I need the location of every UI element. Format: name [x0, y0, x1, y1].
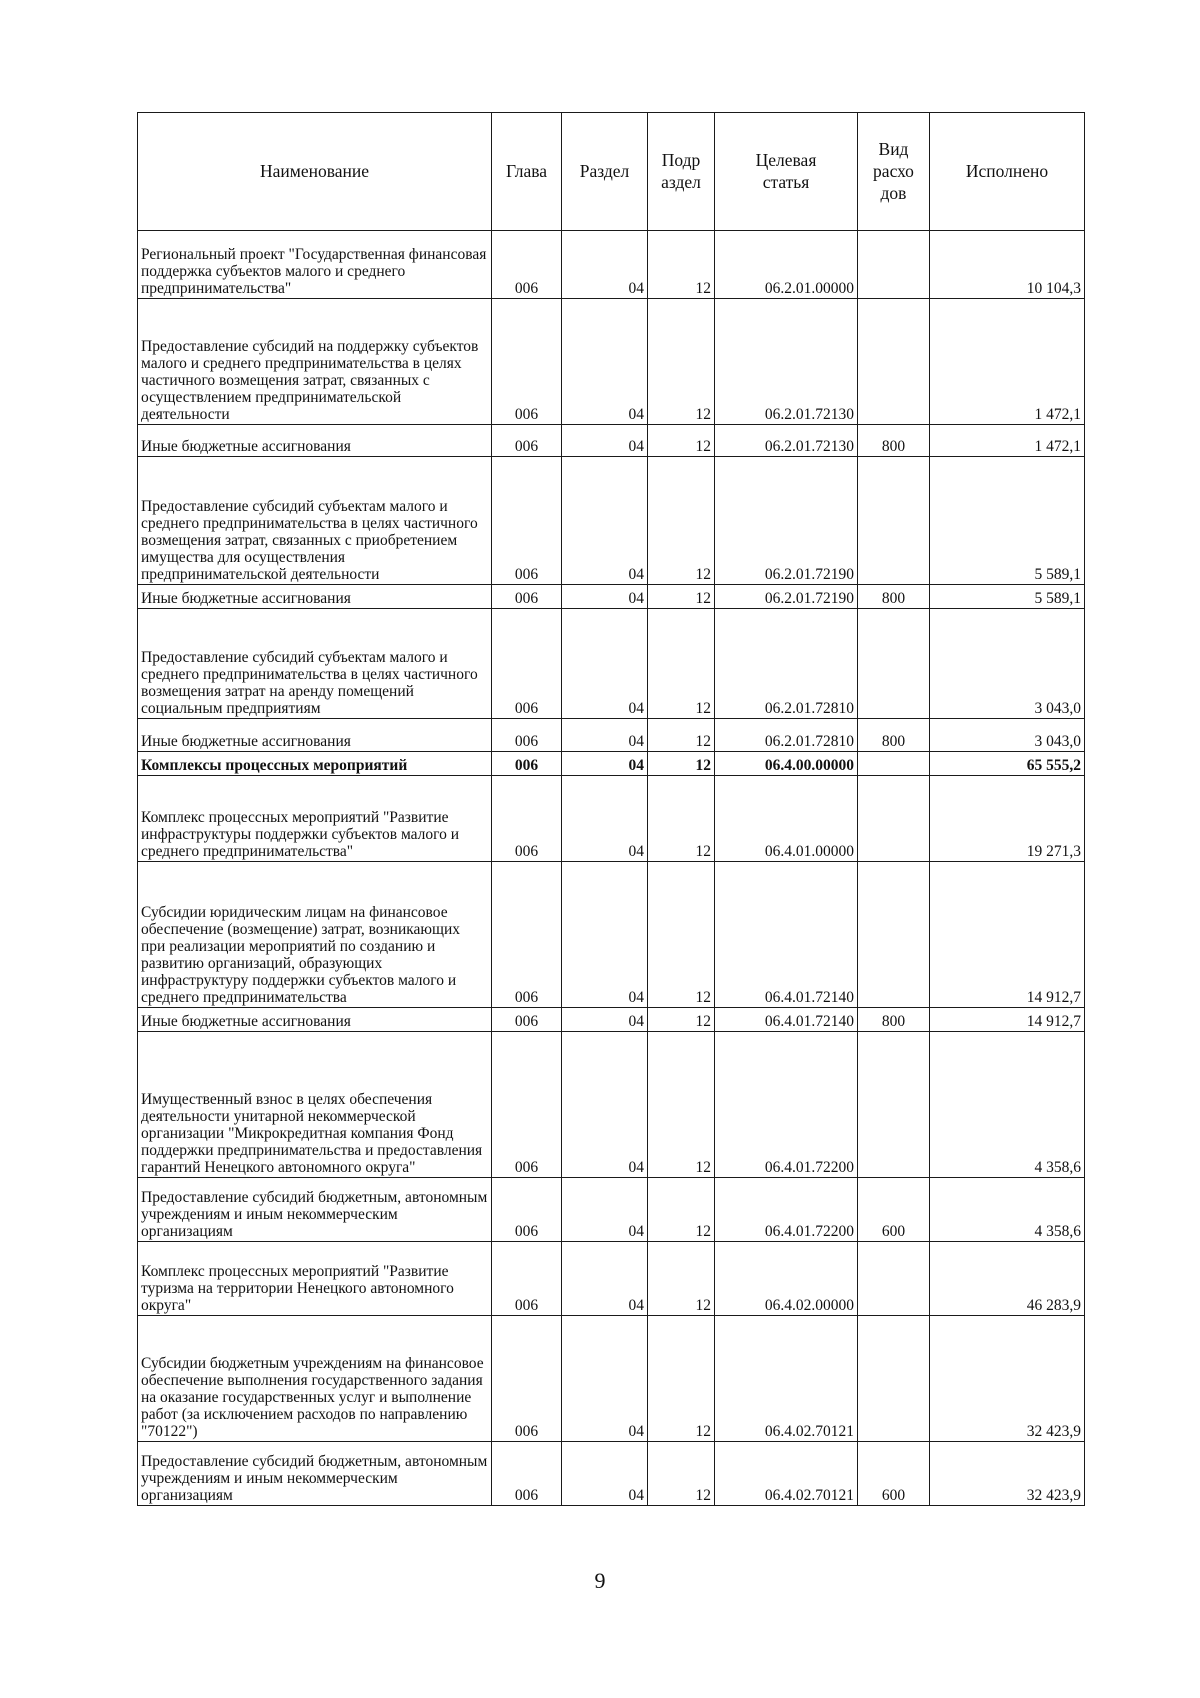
table-row — [138, 1178, 1085, 1242]
row-chapter: 006 — [492, 1242, 562, 1316]
row-subsection: 12 — [648, 1178, 715, 1242]
row-chapter: 006 — [492, 1032, 562, 1178]
row-section: 04 — [562, 609, 648, 719]
row-section: 04 — [562, 1316, 648, 1442]
row-target: 06.4.01.00000 — [715, 776, 858, 862]
row-subsection: 12 — [648, 776, 715, 862]
row-section: 04 — [562, 1242, 648, 1316]
row-name: Иные бюджетные ассигнования — [138, 719, 492, 752]
row-target: 06.2.01.72810 — [715, 719, 858, 752]
row-amount: 4 358,6 — [930, 1032, 1085, 1178]
row-chapter: 006 — [492, 1008, 562, 1032]
row-name: Иные бюджетные ассигнования — [138, 585, 492, 609]
row-target: 06.2.01.72810 — [715, 609, 858, 719]
row-chapter: 006 — [492, 752, 562, 776]
row-name: Предоставление субсидий на поддержку субъектов малого и среднего предпринимательства в целях частичного возмещения затрат, связанных с осуществлением предпринимательской деятельности — [138, 299, 492, 425]
row-expense-type — [858, 776, 930, 862]
row-section: 04 — [562, 776, 648, 862]
row-target: 06.2.01.00000 — [715, 231, 858, 299]
row-amount: 1 472,1 — [930, 425, 1085, 457]
header-amount: Исполнено — [930, 113, 1085, 231]
row-chapter: 006 — [492, 425, 562, 457]
table-row — [138, 457, 1085, 585]
row-target: 06.4.01.72140 — [715, 862, 858, 1008]
row-section: 04 — [562, 231, 648, 299]
row-chapter: 006 — [492, 609, 562, 719]
row-name: Иные бюджетные ассигнования — [138, 425, 492, 457]
row-subsection: 12 — [648, 1008, 715, 1032]
row-expense-type: 800 — [858, 425, 930, 457]
row-section: 04 — [562, 425, 648, 457]
row-chapter: 006 — [492, 719, 562, 752]
table-row — [138, 719, 1085, 752]
row-name: Комплексы процессных мероприятий — [138, 752, 492, 776]
row-expense-type — [858, 1316, 930, 1442]
row-chapter: 006 — [492, 862, 562, 1008]
header-chapter: Глава — [492, 113, 562, 231]
row-amount: 32 423,9 — [930, 1316, 1085, 1442]
row-expense-type — [858, 1032, 930, 1178]
row-section: 04 — [562, 719, 648, 752]
row-amount: 5 589,1 — [930, 457, 1085, 585]
row-subsection: 12 — [648, 1316, 715, 1442]
row-expense-type — [858, 609, 930, 719]
row-name: Комплекс процессных мероприятий "Развитие инфраструктуры поддержки субъектов малого и среднего предпринимательства" — [138, 776, 492, 862]
row-chapter: 006 — [492, 299, 562, 425]
row-name: Субсидии бюджетным учреждениям на финансовое обеспечение выполнения государственного задания на оказание государственных услуг и выполнение работ (за исключением расходов по направлению "70122") — [138, 1316, 492, 1442]
row-chapter: 006 — [492, 776, 562, 862]
row-section: 04 — [562, 457, 648, 585]
row-amount: 3 043,0 — [930, 719, 1085, 752]
row-subsection: 12 — [648, 719, 715, 752]
row-section: 04 — [562, 862, 648, 1008]
row-chapter: 006 — [492, 457, 562, 585]
row-subsection: 12 — [648, 425, 715, 457]
row-expense-type — [858, 457, 930, 585]
row-name: Предоставление субсидий субъектам малого и среднего предпринимательства в целях частичного возмещения затрат на аренду помещений социальным предприятиям — [138, 609, 492, 719]
row-name: Региональный проект "Государственная финансовая поддержка субъектов малого и среднего предпринимательства" — [138, 231, 492, 299]
row-expense-type — [858, 1242, 930, 1316]
table-row — [138, 862, 1085, 1008]
row-amount: 3 043,0 — [930, 609, 1085, 719]
row-chapter: 006 — [492, 1316, 562, 1442]
table-row — [138, 609, 1085, 719]
row-name: Субсидии юридическим лицам на финансовое обеспечение (возмещение) затрат, возникающих при реализации мероприятий по созданию и развитию организаций, образующих инфраструктуру поддержки субъектов малого и среднего предпринимательства — [138, 862, 492, 1008]
row-expense-type: 800 — [858, 585, 930, 609]
budget-table — [137, 112, 1085, 1506]
table-row — [138, 299, 1085, 425]
row-amount: 32 423,9 — [930, 1442, 1085, 1506]
row-target: 06.2.01.72190 — [715, 457, 858, 585]
row-subsection: 12 — [648, 231, 715, 299]
row-name: Предоставление субсидий бюджетным, автономным учреждениям и иным некоммерческим организациям — [138, 1178, 492, 1242]
table-row — [138, 1316, 1085, 1442]
row-subsection: 12 — [648, 862, 715, 1008]
row-section: 04 — [562, 585, 648, 609]
header-target: Целевая статья — [715, 113, 858, 231]
header-name: Наименование — [138, 113, 492, 231]
row-chapter: 006 — [492, 231, 562, 299]
row-expense-type: 800 — [858, 1008, 930, 1032]
row-subsection: 12 — [648, 609, 715, 719]
row-target: 06.4.01.72200 — [715, 1032, 858, 1178]
row-name: Имущественный взнос в целях обеспечения деятельности унитарной некоммерческой организации "Микрокредитная компания Фонд поддержки предпринимательства и предоставления гарантий Ненецкого автономного округа" — [138, 1032, 492, 1178]
row-amount: 65 555,2 — [930, 752, 1085, 776]
row-expense-type: 800 — [858, 719, 930, 752]
table-row — [138, 1442, 1085, 1506]
row-name: Предоставление субсидий бюджетным, автономным учреждениям и иным некоммерческим организациям — [138, 1442, 492, 1506]
row-target: 06.4.02.70121 — [715, 1316, 858, 1442]
row-target: 06.2.01.72190 — [715, 585, 858, 609]
row-amount: 14 912,7 — [930, 1008, 1085, 1032]
row-amount: 1 472,1 — [930, 299, 1085, 425]
page-number: 9 — [594, 1568, 606, 1593]
row-amount: 14 912,7 — [930, 862, 1085, 1008]
row-subsection: 12 — [648, 457, 715, 585]
row-subsection: 12 — [648, 1442, 715, 1506]
row-target: 06.4.01.72200 — [715, 1178, 858, 1242]
row-name: Иные бюджетные ассигнования — [138, 1008, 492, 1032]
row-amount: 19 271,3 — [930, 776, 1085, 862]
row-expense-type — [858, 231, 930, 299]
row-section: 04 — [562, 1008, 648, 1032]
row-amount: 10 104,3 — [930, 231, 1085, 299]
row-section: 04 — [562, 752, 648, 776]
row-target: 06.4.01.72140 — [715, 1008, 858, 1032]
row-subsection: 12 — [648, 299, 715, 425]
row-section: 04 — [562, 299, 648, 425]
header-section: Раздел — [562, 113, 648, 231]
row-expense-type — [858, 299, 930, 425]
row-expense-type — [858, 862, 930, 1008]
row-amount: 4 358,6 — [930, 1178, 1085, 1242]
row-subsection: 12 — [648, 585, 715, 609]
row-amount: 5 589,1 — [930, 585, 1085, 609]
header-subsection: Подр аздел — [648, 113, 715, 231]
header-expense-type: Вид расхо дов — [858, 113, 930, 231]
row-target: 06.2.01.72130 — [715, 299, 858, 425]
row-chapter: 006 — [492, 1178, 562, 1242]
row-target: 06.4.00.00000 — [715, 752, 858, 776]
header-row — [138, 113, 1085, 231]
table-row — [138, 1008, 1085, 1032]
row-subsection: 12 — [648, 1032, 715, 1178]
row-subsection: 12 — [648, 1242, 715, 1316]
table-row — [138, 585, 1085, 609]
row-expense-type: 600 — [858, 1178, 930, 1242]
row-target: 06.4.02.00000 — [715, 1242, 858, 1316]
table-row — [138, 231, 1085, 299]
row-chapter: 006 — [492, 1442, 562, 1506]
row-name: Комплекс процессных мероприятий "Развитие туризма на территории Ненецкого автономного округа" — [138, 1242, 492, 1316]
table-row — [138, 752, 1085, 776]
row-expense-type — [858, 752, 930, 776]
row-section: 04 — [562, 1178, 648, 1242]
row-subsection: 12 — [648, 752, 715, 776]
row-target: 06.2.01.72130 — [715, 425, 858, 457]
row-section: 04 — [562, 1442, 648, 1506]
table-row — [138, 1242, 1085, 1316]
table-row — [138, 425, 1085, 457]
row-chapter: 006 — [492, 585, 562, 609]
row-name: Предоставление субсидий субъектам малого и среднего предпринимательства в целях частичного возмещения затрат, связанных с приобретением имущества для осуществления предпринимательской деятельности — [138, 457, 492, 585]
row-target: 06.4.02.70121 — [715, 1442, 858, 1506]
row-section: 04 — [562, 1032, 648, 1178]
row-amount: 46 283,9 — [930, 1242, 1085, 1316]
row-expense-type: 600 — [858, 1442, 930, 1506]
table-row — [138, 1032, 1085, 1178]
table-row — [138, 776, 1085, 862]
